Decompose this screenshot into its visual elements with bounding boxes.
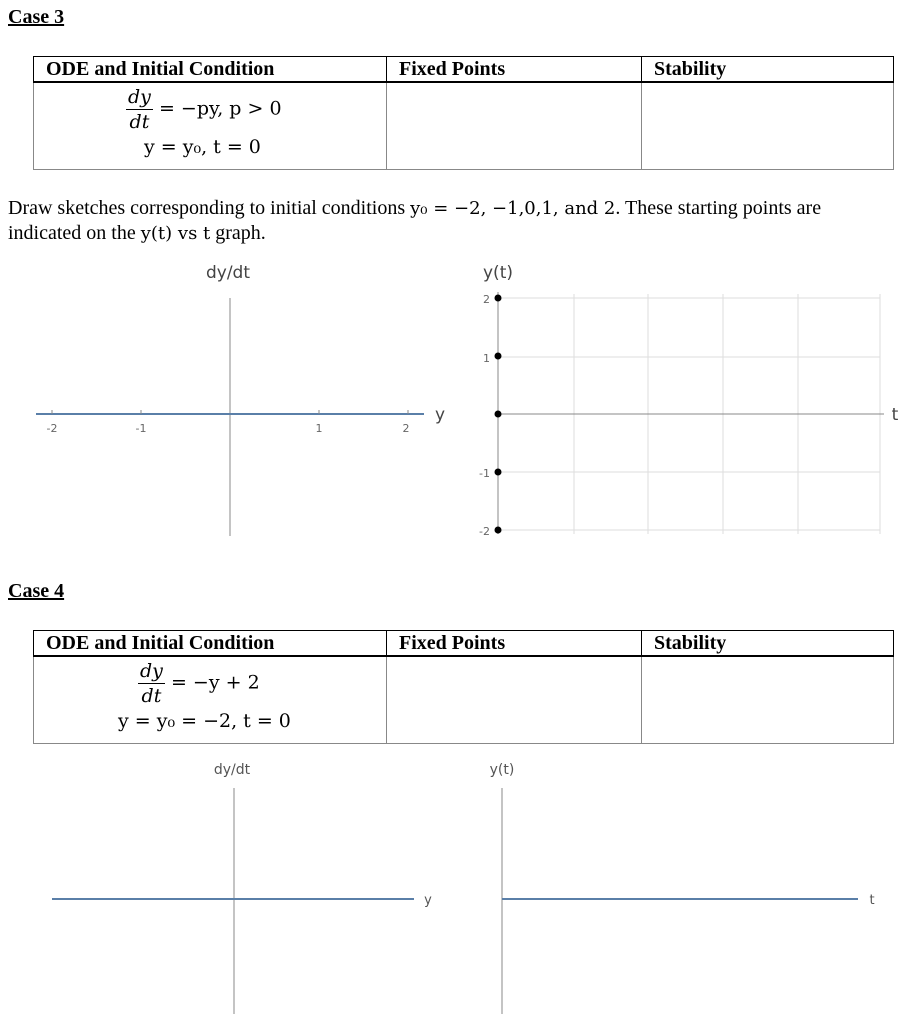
- case4-table: [33, 630, 894, 744]
- instructions-line1-prefix: Draw sketches corresponding to initial conditions: [8, 197, 411, 219]
- case4-yt-xlabel: t: [869, 893, 875, 908]
- x-tick-label: 2: [402, 422, 410, 435]
- case3-ode-cell: [34, 82, 387, 170]
- instructions: [8, 196, 898, 246]
- x-tick-label: -1: [135, 422, 147, 435]
- case3-dydt-graph[interactable]: [0, 258, 460, 548]
- instructions-line2-math: y(t) vs t: [140, 223, 211, 244]
- case3-yt-graph[interactable]: [460, 258, 900, 548]
- instructions-line2-suffix: graph.: [210, 222, 266, 244]
- case4-dydt-xlabel: y: [424, 893, 432, 908]
- case4-yt-graph[interactable]: [460, 758, 900, 1022]
- case3-yt-xlabel: t: [891, 405, 899, 425]
- start-point-dot: [495, 469, 502, 476]
- case3-fixed-points-cell[interactable]: [387, 82, 642, 170]
- case4-dt: dt: [141, 685, 162, 707]
- case4-dy: dy: [140, 660, 163, 682]
- y-tick-label: 2: [483, 293, 490, 306]
- case4-title: Case 4: [8, 580, 65, 602]
- start-point-dot: [495, 411, 502, 418]
- start-point-dot: [495, 295, 502, 302]
- case4-ode-rhs: = −y + 2: [170, 671, 260, 694]
- case3-table: [33, 56, 894, 170]
- case3-dy: dy: [128, 86, 151, 108]
- case3-dydt-xlabel: y: [434, 405, 446, 425]
- case3-ode: [34, 85, 386, 134]
- case3-stability-cell[interactable]: [642, 82, 894, 170]
- case3-header-ode: ODE and Initial Condition: [34, 57, 387, 83]
- case4-dydt-graph[interactable]: [0, 758, 460, 1022]
- case3-ode-rhs: = −py, p > 0: [158, 97, 282, 120]
- case3-title: Case 3: [8, 6, 65, 28]
- case4-yt-title: y(t): [489, 762, 515, 778]
- case3-derivative: [126, 85, 153, 134]
- x-tick-label: 1: [315, 422, 323, 435]
- x-tick-label: -2: [46, 422, 58, 435]
- start-point-dot: [495, 353, 502, 360]
- instructions-line2-prefix: indicated on the: [8, 222, 141, 244]
- case3-header-fixed-points: Fixed Points: [387, 57, 642, 83]
- start-point-dot: [495, 527, 502, 534]
- case4-initial-condition: y = y₀ = −2, t = 0: [118, 710, 291, 732]
- case4-header-fixed-points: Fixed Points: [387, 631, 642, 657]
- case3-dydt-title: dy/dt: [205, 263, 251, 283]
- instructions-line1-suffix: . These starting points are: [615, 197, 822, 219]
- y-tick-label: -2: [479, 525, 490, 538]
- case4-ode-cell: [34, 656, 387, 744]
- case3-dt: dt: [129, 111, 150, 133]
- case4-stability-cell[interactable]: [642, 656, 894, 744]
- instructions-line1-math: y₀ = −2, −1,0,1, and 2: [410, 198, 616, 219]
- y-tick-label: -1: [479, 467, 490, 480]
- y-tick-label: 1: [483, 352, 490, 365]
- case4-header-stability: Stability: [642, 631, 894, 657]
- case4-ode: [34, 659, 386, 708]
- case3-initial-condition: y = y₀, t = 0: [144, 136, 261, 158]
- case4-dydt-title: dy/dt: [213, 762, 251, 778]
- case4-header-ode: ODE and Initial Condition: [34, 631, 387, 657]
- case3-yt-title: y(t): [483, 263, 513, 283]
- case3-header-stability: Stability: [642, 57, 894, 83]
- case4-derivative: [138, 659, 165, 708]
- case4-fixed-points-cell[interactable]: [387, 656, 642, 744]
